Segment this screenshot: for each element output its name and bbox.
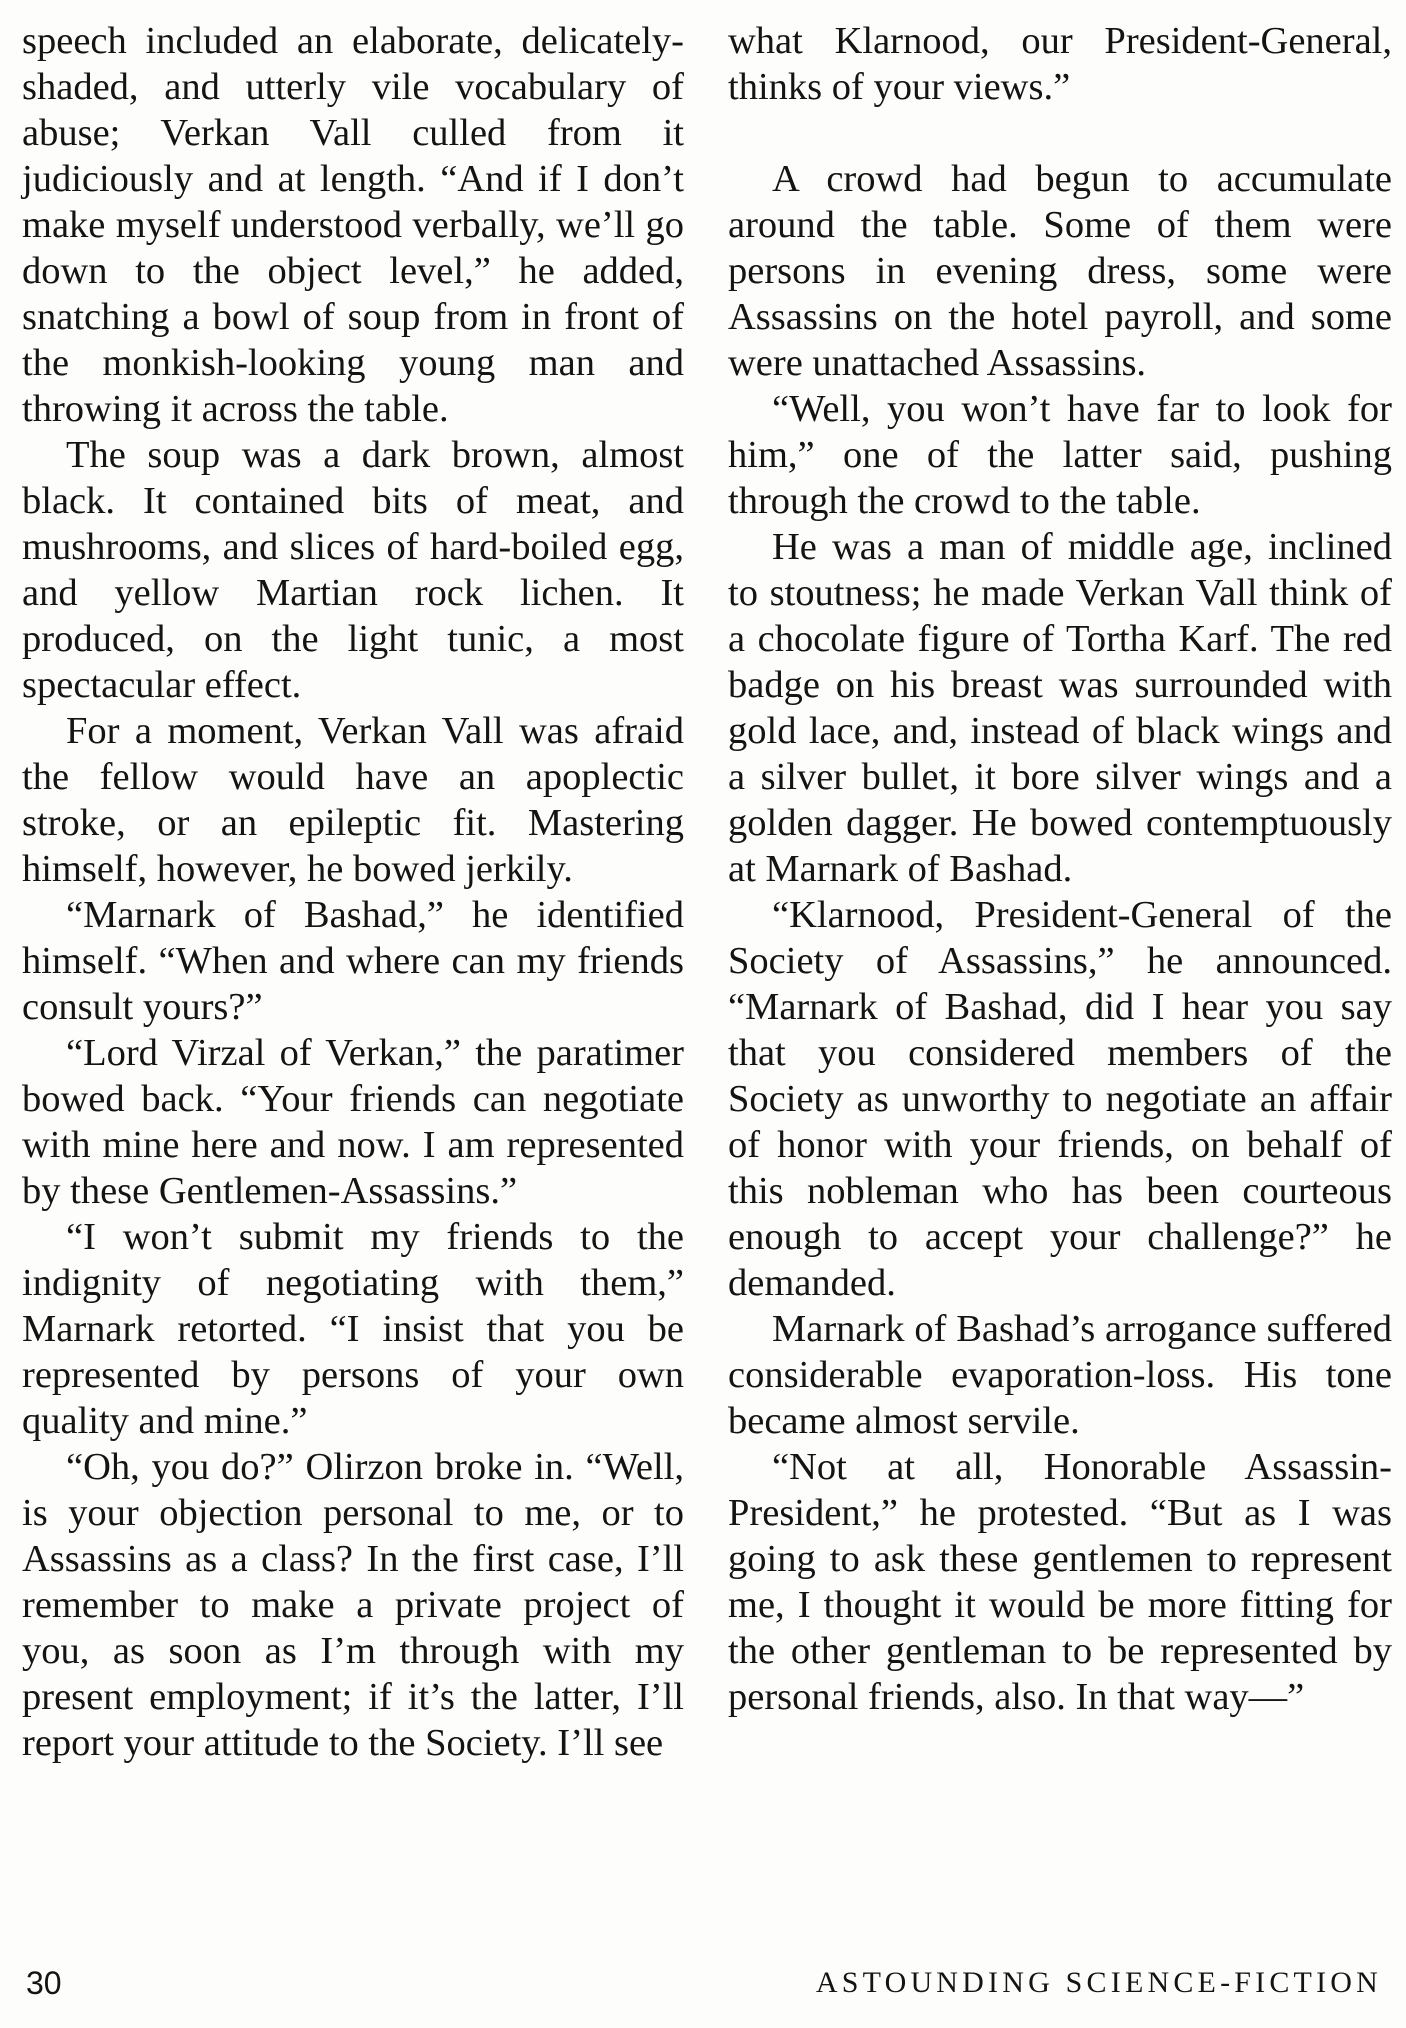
paragraph: speech included an elaborate, delicately-shaded, and utterly vile vocabulary of abuse; Verkan Vall culled from it judiciously and at length. “And if I don’t make myself understood verbally, we’ll go down to the object level,” he added, snatching a bowl of soup from in front of the monkish-looking young man and throwing it across the table. — [22, 20, 684, 430]
paragraph: what Klarnood, our President-General, thinks of your views.” — [728, 20, 1392, 108]
right-column — [728, 18, 1392, 1720]
paragraph: “Marnark of Bashad,” he identified himself. “When and where can my friends consult yours?” — [22, 894, 684, 1028]
paragraph: Marnark of Bashad’s arrogance suffered considerable evaporation-loss. His tone became almost servile. — [728, 1308, 1392, 1442]
paragraph: “Klarnood, President-General of the Society of Assassins,” he announced. “Marnark of Bashad, did I hear you say that you considered members of the Society as unworthy to negotiate an affair of honor with your friends, on behalf of this nobleman who has been courteous enough to accept your challenge?” he demanded. — [728, 894, 1392, 1304]
paragraph: “Lord Virzal of Verkan,” the paratimer bowed back. “Your friends can negotiate with mine here and now. I am represented by these Gentlemen-Assassins.” — [22, 1032, 684, 1212]
paragraph: “I won’t submit my friends to the indignity of negotiating with them,” Marnark retorted. “I insist that you be represented by persons of your own quality and mine.” — [22, 1216, 684, 1442]
paragraph: He was a man of middle age, inclined to stoutness; he made Verkan Vall think of a chocolate figure of Tortha Karf. The red badge on his breast was surrounded with gold lace, and, instead of black wings and a silver bullet, it bore silver wings and a golden dagger. He bowed contemptuously at Marnark of Bashad. — [728, 526, 1392, 890]
paragraph: The soup was a dark brown, almost black. It contained bits of meat, and mushrooms, and slices of hard-boiled egg, and yellow Martian rock lichen. It produced, on the light tunic, a most spectacular effect. — [22, 434, 684, 706]
paragraph: “Not at all, Honorable Assassin-President,” he protested. “But as I was going to ask these gentlemen to represent me, I thought it would be more fitting for the other gentleman to be represented by personal friends, also. In that way—” — [728, 1446, 1392, 1718]
paragraph: A crowd had begun to accumulate around the table. Some of them were persons in evening dress, some were Assassins on the hotel payroll, and some were unattached Assassins. — [728, 158, 1392, 384]
paragraph: For a moment, Verkan Vall was afraid the fellow would have an apoplectic stroke, or an epileptic fit. Mastering himself, however, he bowed jerkily. — [22, 710, 684, 890]
paragraph: “Well, you won’t have far to look for him,” one of the latter said, pushing through the crowd to the table. — [728, 388, 1392, 522]
left-column — [22, 18, 684, 1766]
page-number: 30 — [26, 1965, 62, 2001]
running-title: ASTOUNDING SCIENCE-FICTION — [815, 1966, 1382, 1999]
page-footer — [0, 1958, 1406, 2008]
paragraph: “Oh, you do?” Olirzon broke in. “Well, is your objection personal to me, or to Assassins as a class? In the first case, I’ll remember to make a private project of you, as soon as I’m through with my present employment; if it’s the latter, I’ll report your attitude to the Society. I’ll see — [22, 1446, 684, 1764]
